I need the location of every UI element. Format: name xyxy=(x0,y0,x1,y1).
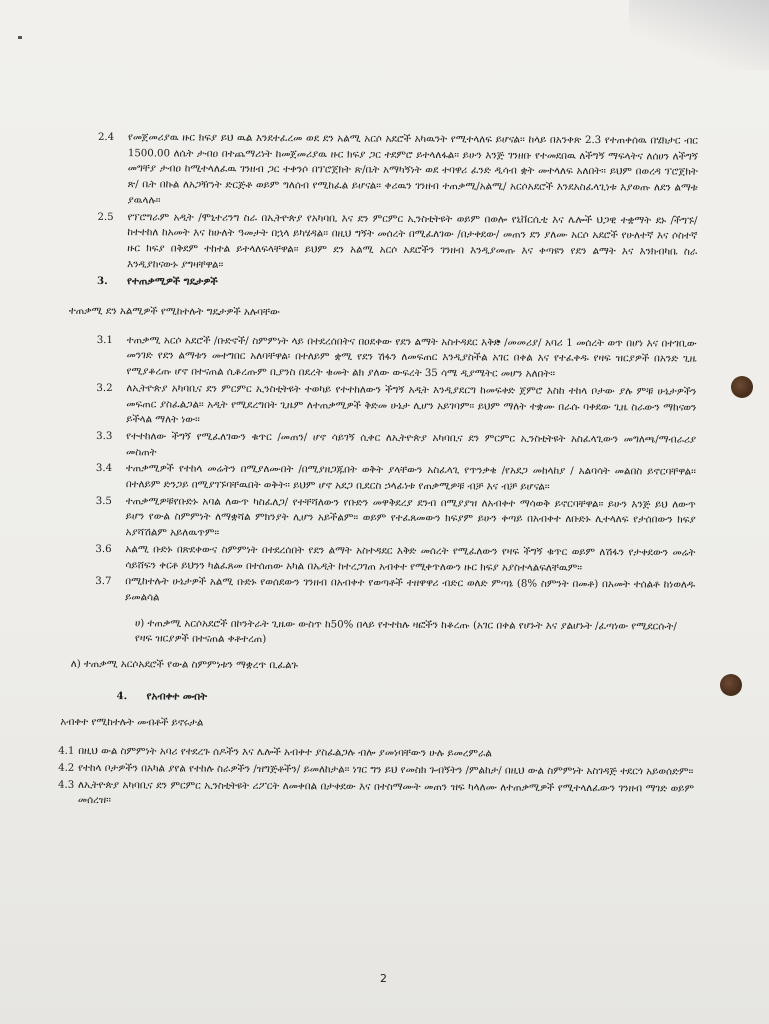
clause-number: 3.3 xyxy=(96,430,113,443)
clause-number: 3.6 xyxy=(95,543,112,555)
clause-number: 4.1 xyxy=(58,745,75,758)
clause-text: በሚከተሉት ሁኔታዎች አልሚ ቡድኑ የወሰደውን ገንዘብ በአብቀተ የወጣቶች ተዘዋዋሪ ብድር ወለድ ምጣኔ (8% ስምንት በመቶ) በአመት ተሰልቶ ከነወለዱ ይመልሳል xyxy=(125,576,696,604)
clause-number: 3.5 xyxy=(95,495,112,507)
page-corner-shadow xyxy=(629,0,769,70)
clause-3-4 xyxy=(96,461,696,496)
punch-hole-upper xyxy=(731,376,753,398)
clause-3-6 xyxy=(95,542,695,577)
section-4-heading xyxy=(94,689,694,708)
sub-clause-a: ሀ) ተጠቃሚ አርሶአደሮች በኮንትራት ጊዜው ውስጥ ከ50% በላይ የተተከሉ ዛፎችን ከቆረጡ (አገር በቀል የሆኑት እና ያልሆኑት /ፈጣነው የሚደርሱት/ የዛፍ ዝርያዎች በተናጠል ቀቶተረጠ) xyxy=(134,617,677,646)
clause-text: ለኢትዮጵያ አካባቢና ደን ምርምር ኢንስቲትዩት ተወካይ የተተከለውን ችግኝ አዲት እንዲያደርግ ከመፍቀድ ጀምሮ እስከ ተከላ ቦታው ያሉ ምቹ ሁኔታዎችን መፍጠር ያስፈልጋል፡፡ አዲት የሚደረግበት ጊዜም ለተጠቃሚዎች ቅድመ ሁኔታ ሊሆን አይገባም፡፡ ይህም ማለት ተቋሙ በራሱ ባቀደው ጊዜ ስራውን ማከናወን ይችላል ማለት ነው፡፡ xyxy=(126,383,697,426)
clause-number: 2.4 xyxy=(97,131,115,144)
section-title: የተጠቃሚዎች ግዴታዎች xyxy=(127,275,218,289)
clause-4-3 xyxy=(58,777,694,812)
clause-3-7 xyxy=(95,574,695,609)
clause-2-5 xyxy=(97,210,697,276)
clause-number: 4.3 xyxy=(57,779,75,791)
section-3-intro: ተጠቃሚ ደን አልሚዎች የሚከተሉት ግዴታዎች አሉባቸው xyxy=(68,305,280,319)
clause-text: ተጠቃሚዎቹየቡድኑ አባል ለውጥ ካስፈለጋ/ የተቸሻለውን የቡድን መዋቅደረያ ደንብ በሚያያዝ ለአብቀተ ማሳወቅ ይኖርባቸዋል፡፡ ይሁን እንጅ ይህ ለውጥ ይሆን የውል ስምምነት ለማቋሻል ምክንያት ሊሆን አይችልም፡፡ ወይም የተፈጸመውን ክፍያም ይሁን ቀጣይ በአብቀተ ለቡድኑ ሊተላለፍ የታሰበውን ክፍያ አያሻሽልም አይለዉጥም፡፡ xyxy=(125,495,696,539)
clause-number: 3.4 xyxy=(95,463,113,475)
clause-text: ተጠቃሚ አርሶ አደሮች /ቡድኖች/ ስምምነት ላይ በተደረሰበትና በዐደቀው የደን ልማት አስተዳደር እቅድ /መመሪያ/ አባሪ 1 መሰረት ወጥ በሆነ እና በተገቢው መንገድ የደን ልማቱን መተግበር አለባቸዋል፡ በተለይም ቋሚ የደን ሽፋን ለመፍጠር እንዲያስችል አገር በቀል እና የተፈቀዱ የዛፍ ዝርያዎች በአንድ ጊዜ የሚያቆረጡ ሆኖ በተናጠል ሲቆረጡም ቢያንስ በደረት ቁመት ልክ ያለው ውፍረት 35 ሳሜ ዲያሜትር መሆን አለበት፡፡ xyxy=(126,334,697,380)
clause-text: ተጠቃሚዎች የተከላ መሬትን በሚያለሙበት /በሚያዘጋጁበት ወቅት ያላቸውን አስፈላጊ የጥንቃቄ /የአደጋ መከላከያ / አልባሳት መልበስ ይኖርባቸዋል፡፡ በተለይም ድንጋይ በሚያገኙባቸዉበት ወቅት፡፡ ይህም ሆኖ አደጋ ቢደርስ ኃላፊነቱ የጠቃሚዎቹ ብቻ እና ብቻ ይሆናል፡፡ xyxy=(125,463,696,493)
document-body xyxy=(57,130,698,814)
clause-3-5 xyxy=(95,494,695,545)
clause-text: ለኢትዮጵያ አካባቢና ደን ምርምር ኢንስቲትዩት ሪፖርት ለመቀበል በታቀደው እና በተስማሙት መጠን ዝፍ ካላለሙ ለተጠቃሚዎች የሚተላለፈውን ገንዘብ ማገድ ወይም መሰረዝ፡፡ xyxy=(77,779,695,807)
clause-text: አልሚ ቡድኑ በጽደቀውና ስምምነት በተደረሰበት የደን ልማት አስተዳደር እቅድ መሰረት የሚፈለውን የዛፍ ችግኝ ቁጥር ወይም ለሽፋን የታቀደውን መሬት ሳይሸፍን ቀርቶ ይህንን ካልፈጸመ በተሰጠው አካል በኤዲት ከተረጋገጠ አብቀተ የሚቀጥለውን ዙር ክፍያ አያስተላልፍለቸዉም፡፡ xyxy=(125,544,696,574)
page-number: 2 xyxy=(380,972,387,985)
clause-3-3 xyxy=(96,429,696,464)
clause-text: በዚህ ውል ስምምነት አባሪ የተደረጉ ሰዶችን እና ሌሎች አብቀተ ያስፈልጋሉ ብሎ ያመነባቸውን ሁሉ ይመረምራል xyxy=(78,746,492,760)
clause-3-2 xyxy=(96,381,696,432)
clause-number: 3.7 xyxy=(95,576,112,588)
clause-text: የመጀመሪያዉ ዙር ክፍያ ይህ ዉል እንደተፈረመ ወደ ደን አልሚ አርሶ አደሮች አካዉንት የሚተላለፍ ይሆናል፡፡ ከላይ በአንቀጽ 2.3 የተጠቀሰዉ በሄክታር ብር 1500.00 ለሴት ታብዐ በተጨማሪነት ከመጀመሪያዉ ዙር ክፍያ ጋር ተደምሮ ይተላለፋል፡፡ ይሁን እንጅ ገንዘቡ የተመደበዉ ለችግኝ ማፍላትና ለሰሀን ለችግኝ መግቸያ ታብዐ ከሚተላለፈዉ ገንዘብ ጋር ተቀንሶ በፕሮጀክት ጽ/ቤት አማካኝነት ወደ ተባዋሪ ፈንድ ዲሳብ ቋት መተላለፍ አለበት፡፡ ይህም በወረዳ ፕሮጀክት ጽ/ ቤት በኩል ለአጋዥነት ድርጅቶ ወይም ግለሰብ የሚከፈል ይሆናል፡፡ ቀሪዉን ገንዘብ ተጠቃሚ/አልሚ/ አርሶአደሮች እንደአስፈላጊነቱ እያወጡ ለደን ልማቱ ያዉላሉ፡፡ xyxy=(127,132,698,207)
clause-number: 3.1 xyxy=(96,334,113,346)
section-title: የአብቀተ መብት xyxy=(146,690,208,703)
scan-speck xyxy=(18,36,22,39)
clause-number: 4.2 xyxy=(58,762,75,774)
section-number: 4. xyxy=(116,689,128,702)
clause-number: 2.5 xyxy=(97,211,114,223)
section-3-heading xyxy=(97,274,697,293)
sub-clause-b: ለ) ተጠቃሚ አርሶአደሮች የውል ስምምነቱን ማቋረጥ ቢፈልጉ xyxy=(70,658,298,672)
clause-3-1 xyxy=(96,333,696,384)
punch-hole-lower xyxy=(720,674,742,696)
section-4-intro: አብቀተ የሚከተሉት መብቶች ይኖሩታል xyxy=(60,716,204,729)
clause-number: 3.2 xyxy=(96,382,113,394)
clause-text: የፕሮግራም አዲት /ሞኒተሪንግ ስራ በኢትዮጵያ የአካባቢ እና ደን ምርምር ኢንስቲትዩት ወይም በወሎ የኒቨርሲቲ እና ሌሎች ህጋዊ ተቋማት ደኑ /ችግኙ/ ከተተከለ ከአመት እና ከሁለት ዓመታት በኋላ ይካሄዳል፡፡ በዚህ ግኝት መሰረት በሚፈለገው /በታቀደው/ መጠን ደን ያለሙ አርሶ አደሮች የሁለተኛ እና ሶስተኛ ዙር ክፍያ በቅደም ተከተል ይተላለፍላቸዋል፡፡ ይህም ደን አልሚ አርሶ አደሮችን ገንዘብ እንዲያመጡ እና ቀጣዩን የደን ልማት እና እንክብካቤ ስራ እንዲያከናውኑ ያግዛቸዋል፡፡ xyxy=(127,211,698,271)
clause-2-4 xyxy=(98,130,698,212)
clause-text: የተከላ ቦታዎችን በአካል ያየል የተከሉ ስራዎችን /ዝግጅቶችን/ ይመለከታል፡፡ ነገር ግን ይህ የመስክ ጉብኝትን /ምልከታ/ በዚህ ውል ስምምነት አስገዳጅ ተደርጎ አይወሰድም፡፡ xyxy=(78,762,694,778)
clause-text: የተተከለው ችግኝ የሚፈለገውን ቁጥር /መጠን/ ሆኖ ሳይገኝ ሲቀር ለኢትዮጵያ አካባቢና ደን ምርምር ኢንስቲትዩት አስፈላጊውን መግለጫ/ማብራሪያ መስጠት xyxy=(125,431,697,459)
section-number: 3. xyxy=(97,275,108,288)
